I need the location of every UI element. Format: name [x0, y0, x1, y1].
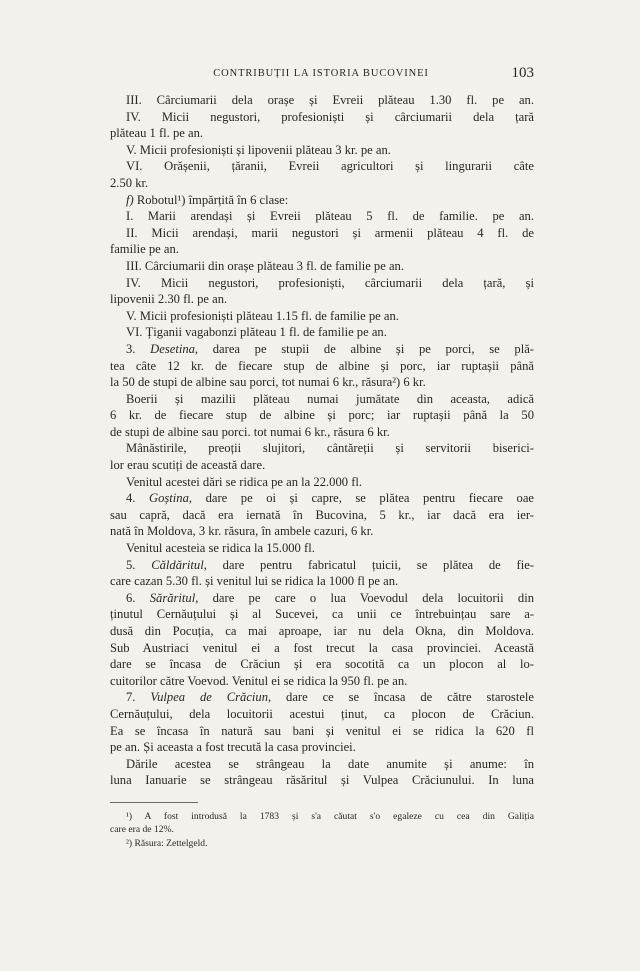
text-line: dusă din Pocuția, ca mai aproape, iar nu dela Okna, din Moldova.	[110, 624, 534, 638]
text-line: VI. Țiganii vagabonzi plăteau 1 fl. de familie pe an.	[126, 325, 387, 340]
section-marker: f)	[126, 192, 134, 207]
footnotes	[110, 810, 534, 850]
paragraph-desetina: 3. Desetina, darea pe stupii de albine și pe porci, se plă-	[126, 341, 535, 356]
text-line: de stupi de albine sau porci. tot numai 6 kr., răsura 6 kr.	[110, 424, 390, 439]
page-header	[110, 66, 532, 88]
footnote-line: care era de 12%.	[110, 824, 174, 836]
text-line: la 50 de stupi de albine sau porci, tot numai 6 kr., răsura²) 6 kr.	[110, 375, 426, 390]
text-line: 6 kr. de fiecare stup de albine și porc; iar ruptașii până la 50	[110, 408, 534, 423]
text-line: Boerii și mazilii plăteau numai jumătate din aceasta, adică	[126, 391, 534, 406]
running-title: CONTRIBUȚII LA ISTORIA BUCOVINEI	[213, 68, 429, 79]
text-line: Sub Austriaci venitul ei a fost trecut la casa provinciei. Această	[110, 640, 534, 655]
footnote-line: ¹) A fost introdusă la 1783 și s'a căutat s'o egaleze cu cea din Galiția	[126, 811, 534, 822]
paragraph-vulpea: 7. Vulpea de Crăciun, dare ce se încasa de către starostele	[126, 690, 535, 705]
text-line: care cazan 5.30 fl. și venitul lui se ridica la 1000 fl pe an.	[110, 574, 399, 589]
text-line: VI. Orășenii, țăranii, Evreii agricultori și lingurarii câte	[126, 159, 534, 174]
text-line: Dările acestea se strângeau la date anumite și anume: în	[126, 756, 534, 771]
page-number: 103	[511, 65, 534, 81]
text-line: Ea se încasa în natură sau bani și venitul ei se ridica la 620 fl	[110, 723, 534, 738]
text-line: Venitul acestei dări se ridica pe an la 22.000 fl.	[126, 474, 363, 489]
term-gostina: Goștina	[149, 491, 189, 506]
term-sararitul: Sărăritul	[149, 590, 196, 605]
paragraph-caldaritul: 5. Căldăritul, dare pentru fabricatul țuicii, se plătea de fie-	[126, 557, 534, 572]
section-heading-robot: f) Robotul¹) împărțită în 6 clase:	[126, 192, 289, 207]
text-line: nată în Moldova, 3 kr. răsura, în ambele cazuri, 6 kr.	[110, 524, 374, 539]
paragraph-sararitul: 6. Sărăritul, dare pe care o lua Voevodul dela locuitorii din	[126, 590, 534, 605]
text-line: III. Cârciumarii dela orașe și Evreii plăteau 1.30 fl. pe an.	[126, 93, 534, 107]
text-line: Cernăuțului, dela locuitorii acestui ținut, ca plocon de Crăciun.	[110, 706, 534, 721]
main-text	[110, 92, 534, 789]
text-line: lipovenii 2.30 fl. pe an.	[110, 292, 228, 307]
text-line: tea câte 12 kr. de fiecare stup de albine și porc, iar ruptașii până	[110, 358, 534, 373]
text-line: luna Ianuarie se strângeau răsăritul și Vulpea Crăciunului. In luna	[110, 773, 534, 788]
text-line: sau capră, dacă era iernată în Bucovina, 5 kr., iar dacă era ier-	[110, 507, 534, 522]
text-line: pe an. Și aceasta a fost trecută la casa provinciei.	[110, 740, 356, 755]
text-line: 2.50 kr.	[110, 175, 149, 190]
text-line: IV. Micii negustori, profesioniști și cârciumarii dela țară	[126, 109, 534, 124]
text-line: familie pe an.	[110, 242, 179, 257]
text-line: III. Cârciumarii din orașe plăteau 3 fl. de familie pe an.	[126, 258, 404, 273]
text-line: plăteau 1 fl. pe an.	[110, 126, 204, 141]
text-line: ținutul Cernăuțului și al Sucevei, ca unii ce întrebuințau sare a-	[110, 607, 534, 622]
text-line: II. Micii arendași, marii negustori și armenii plăteau 4 fl. de	[126, 225, 534, 240]
term-vulpea: Vulpea de Crăciun	[150, 690, 269, 705]
footnote-line: ²) Răsura: Zettelgeld.	[126, 837, 208, 849]
text-line: Mânăstirile, preoții slujitori, cântăreții și servitorii biserici-	[126, 441, 534, 456]
text-line: V. Micii profesioniști și lipovenii plăteau 3 kr. pe an.	[126, 142, 391, 157]
text-line: V. Micii profesioniști plăteau 1.15 fl. de familie pe an.	[126, 308, 399, 323]
text-line: IV. Micii negustori, profesioniști, cârciumarii dela țară, și	[126, 275, 534, 290]
text-line: Venitul acesteia se ridica la 15.000 fl.	[126, 541, 315, 556]
paragraph-gostina: 4. Goștina, dare pe oi și capre, se plătea pentru fiecare oae	[126, 491, 534, 506]
text-line: I. Marii arendași și Evreii plăteau 5 fl. de familie. pe an.	[126, 209, 534, 224]
text-line: dare se încasa de Crăciun și era socotită ca un plocon al lo-	[110, 657, 534, 672]
term-caldaritul: Căldăritul	[151, 557, 204, 572]
text-line: lor erau scutiți de această dare.	[110, 458, 266, 473]
term-desetina: Desetina	[150, 341, 195, 356]
footnote-divider	[110, 802, 198, 803]
text-line: cuitorilor către Voevod. Venitul ei se ridica la 950 fl. pe an.	[110, 673, 408, 688]
